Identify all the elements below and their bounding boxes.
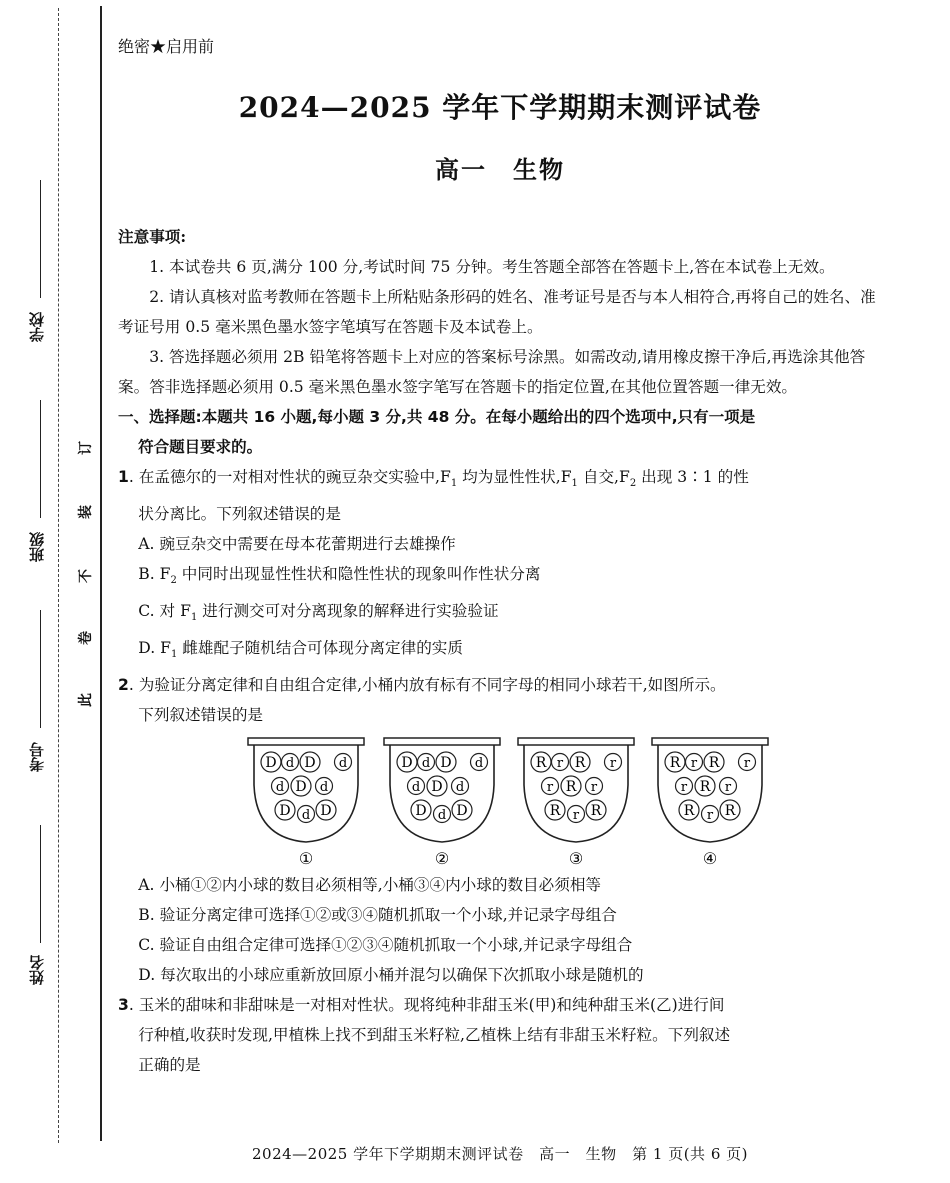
- question-1-option-d: D. $F_1$ 雌雄配子随机结合可体现分离定律的实质: [138, 639, 463, 661]
- bucket-label: ②: [434, 849, 450, 869]
- ball-letter: R: [574, 755, 586, 772]
- question-2-stem: 2. 为验证分离定律和自由组合定律,小桶内放有标有不同字母的相同小球若干,如图所示。: [118, 676, 726, 695]
- ball-letter: D: [440, 755, 452, 772]
- seal-dashed-line: [58, 8, 59, 1143]
- ball-letter: D: [304, 755, 316, 772]
- ball-letter: d: [474, 756, 484, 772]
- ball-letter: D: [431, 779, 443, 796]
- ball-letter: d: [421, 756, 431, 772]
- ball-letter: R: [535, 755, 547, 772]
- ball-letter: R: [724, 803, 736, 820]
- ball-letter: r: [680, 780, 688, 796]
- question-2-option-b: B. 验证分离定律可选择①②或③④随机抓取一个小球,并记录字母组合: [138, 906, 617, 925]
- ball-letter: r: [609, 756, 617, 772]
- seal-char: 订: [78, 441, 94, 455]
- ball-letter: r: [572, 808, 580, 824]
- class-label: 班级: [28, 532, 46, 562]
- bucket-label: ③: [568, 849, 584, 869]
- question-3-stem: 3. 玉米的甜味和非甜味是一对相对性状。现将纯种非甜玉米(甲)和纯种甜玉米(乙)进行间: [118, 996, 725, 1015]
- page-subtitle: 高一 生物: [435, 155, 565, 184]
- ball-letter: d: [338, 756, 348, 772]
- bucket: [518, 738, 634, 868]
- bucket-rim: [518, 738, 634, 745]
- question-2-option-a: A. 小桶①②内小球的数目必须相等,小桶③④内小球的数目必须相等: [138, 876, 602, 895]
- seal-char: 不: [78, 569, 94, 583]
- bucket-label: ①: [298, 849, 314, 869]
- question-1-stem: 1. 在孟德尔的一对相对性状的豌豆杂交实验中$,F_1$ 均为显性性状$,F_1$ 自交$,F_2$ 出现 3∶1 的性: [118, 468, 749, 490]
- bucket: [248, 738, 364, 868]
- class-blank-line: [40, 400, 41, 518]
- notice-item: 3. 答选择题必须用 2B 铅笔将答题卡上对应的答案标号涂黑。如需改动,请用橡皮擦干净后,再选涂其他答案。答非选择题必须用 0.5 毫米黑色墨水签字笔写在答题卡的指定位置,在其他位置答题一律无效。: [118, 348, 866, 396]
- ball-letter: r: [556, 756, 564, 772]
- ball-letter: r: [706, 808, 714, 824]
- ball-letter: d: [455, 780, 465, 796]
- margin-solid-line: [100, 6, 102, 1141]
- question-1-option-b: B. $F_2$ 中同时出现显性性状和隐性性状的现象叫作性状分离: [138, 565, 541, 587]
- bucket-rim: [384, 738, 500, 745]
- notice-heading: 注意事项:: [118, 227, 187, 246]
- school-blank-line: [40, 180, 41, 298]
- seal-char: 装: [78, 505, 94, 519]
- ball-letter: r: [690, 756, 698, 772]
- ball-letter: r: [743, 756, 751, 772]
- ball-letter: d: [275, 780, 285, 796]
- page-footer: 2024—2025 学年下学期期末测评试卷 高一 生物 第 1 页(共 6 页): [252, 1145, 748, 1163]
- ball-letter: D: [265, 755, 277, 772]
- question-3-stem-cont: 正确的是: [138, 1056, 201, 1075]
- ball-letter: R: [565, 779, 577, 796]
- notice-item: 2. 请认真核对监考教师在答题卡上所粘贴条形码的姓名、准考证号是否与本人相符合,再将自己的姓名、准考证号用 0.5 毫米黑色墨水签字笔填写在答题卡及本试卷上。: [118, 288, 876, 336]
- ball-letter: d: [319, 780, 329, 796]
- bucket-diagram: [118, 730, 882, 870]
- bucket-rim: [652, 738, 768, 745]
- ball-letter: D: [320, 803, 332, 820]
- ball-letter: d: [285, 756, 295, 772]
- ball-letter: d: [437, 808, 447, 824]
- ball-letter: D: [295, 779, 307, 796]
- ball-letter: R: [683, 803, 695, 820]
- question-2-option-d: D. 每次取出的小球应重新放回原小桶并混匀以确保下次抓取小球是随机的: [138, 966, 644, 985]
- seal-char: 此: [78, 693, 94, 707]
- ball-letter: D: [279, 803, 291, 820]
- name-label: 姓名: [28, 955, 46, 985]
- question-1-option-c: C. 对 $F_1$ 进行测交可对分离现象的解释进行实验验证: [138, 602, 499, 624]
- section-heading-cont: 符合题目要求的。: [138, 438, 263, 456]
- bucket: [652, 738, 768, 868]
- ball-letter: D: [456, 803, 468, 820]
- ball-letter: r: [724, 780, 732, 796]
- bucket-label: ④: [702, 849, 718, 869]
- exam-no-label: 考号: [28, 742, 46, 772]
- ball-letter: R: [549, 803, 561, 820]
- question-1-stem-cont: 状分离比。下列叙述错误的是: [138, 505, 341, 524]
- ball-letter: R: [699, 779, 711, 796]
- question-3-stem-cont: 行种植,收获时发现,甲植株上找不到甜玉米籽粒,乙植株上结有非甜玉米籽粒。下列叙述: [138, 1026, 731, 1045]
- ball-letter: R: [590, 803, 602, 820]
- ball-letter: d: [411, 780, 421, 796]
- question-2-option-c: C. 验证自由组合定律可选择①②③④随机抓取一个小球,并记录字母组合: [138, 936, 633, 955]
- ball-letter: R: [708, 755, 720, 772]
- ball-letter: D: [415, 803, 427, 820]
- question-1-option-a: A. 豌豆杂交中需要在母本花蕾期进行去雄操作: [138, 535, 456, 554]
- ball-letter: d: [301, 808, 311, 824]
- ball-letter: r: [590, 780, 598, 796]
- bucket: [384, 738, 500, 868]
- exam-content: [118, 222, 882, 1080]
- bucket-rim: [248, 738, 364, 745]
- question-2-stem-cont: 下列叙述错误的是: [138, 706, 264, 725]
- school-label: 学校: [28, 312, 46, 342]
- page-title: 2024—2025 学年下学期期末测评试卷: [238, 91, 762, 124]
- name-blank-line: [40, 825, 41, 943]
- exam-no-blank-line: [40, 610, 41, 728]
- seal-char: 卷: [78, 631, 94, 645]
- ball-letter: D: [401, 755, 413, 772]
- ball-letter: R: [669, 755, 681, 772]
- ball-letter: r: [546, 780, 554, 796]
- bucket-figure: [118, 730, 882, 870]
- section-heading: 一、选择题:本题共 16 小题,每小题 3 分,共 48 分。在每小题给出的四个选项中,只有一项是: [118, 408, 756, 426]
- notice-item: 1. 本试卷共 6 页,满分 100 分,考试时间 75 分钟。考生答题全部答在答题卡上,答在本试卷上无效。: [149, 258, 835, 276]
- secret-mark: 绝密★启用前: [118, 37, 215, 56]
